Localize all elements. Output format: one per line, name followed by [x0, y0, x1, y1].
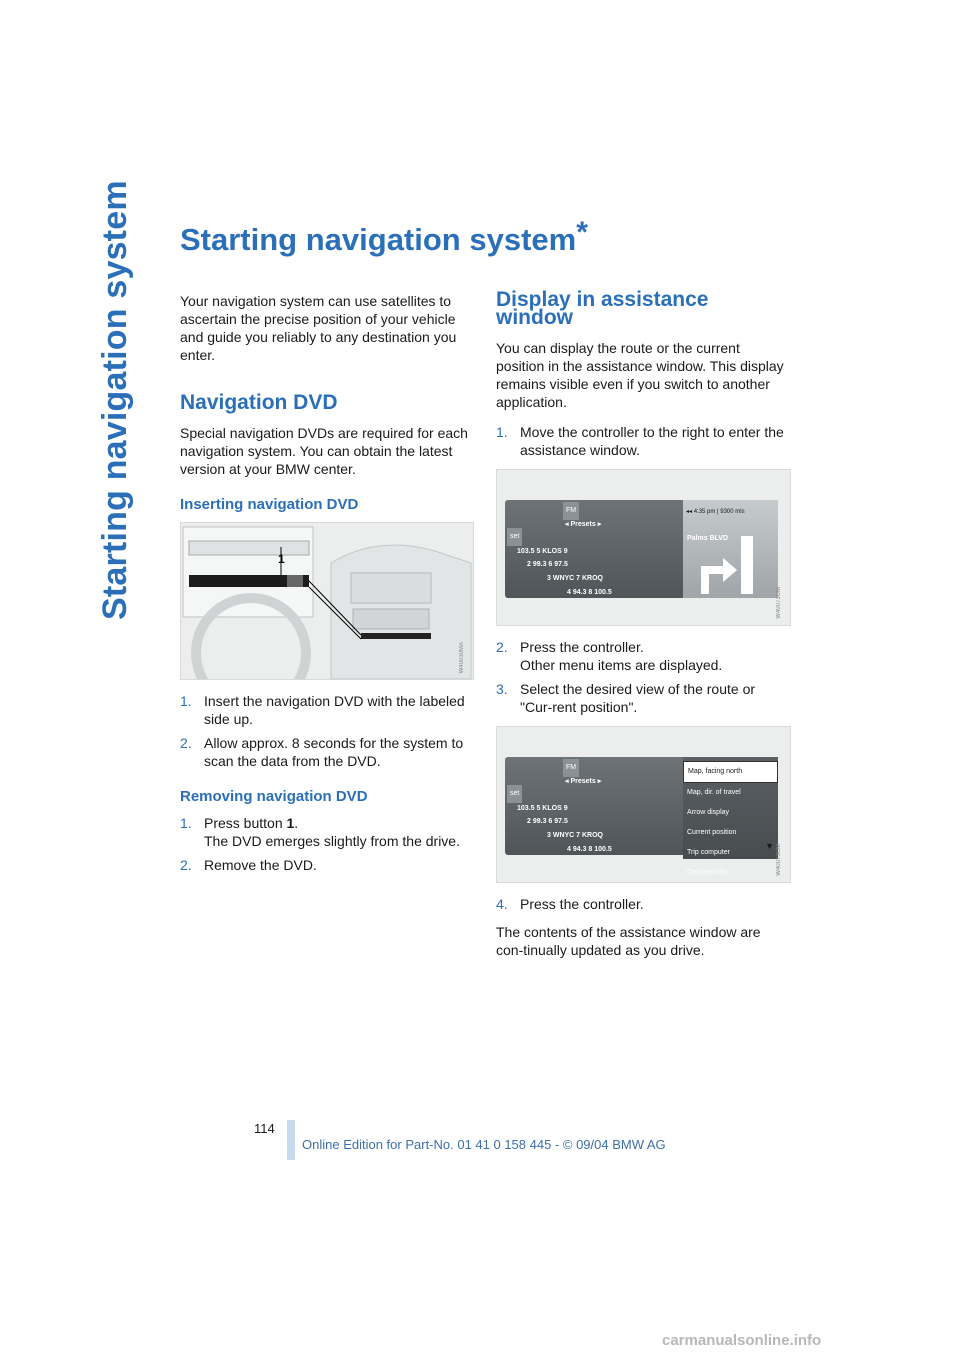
preset-row-4: 4 94.3 8 100.5 [567, 589, 612, 596]
menu-item-current-position: Current position [687, 829, 737, 836]
assistance-steps-a [496, 423, 791, 459]
assistance-step-4: 4. Press the controller. [496, 896, 644, 912]
menu-item-map-north: Map, facing north [683, 761, 778, 783]
set-button: set [507, 528, 522, 546]
status-line: ◂◂ 4:35 pm | 9300 mls [686, 509, 745, 515]
band-label: FM [563, 759, 579, 777]
assistance-window [683, 500, 778, 598]
dashboard-illustration [181, 523, 473, 679]
page-number: 114 [254, 1121, 275, 1136]
insert-step-2: 2. Allow approx. 8 seconds for the system to scan the data from the DVD. [180, 735, 464, 769]
preset-row-1: 103.5 5 KLOS 9 [517, 548, 568, 555]
assistance-steps-c [496, 895, 791, 913]
band-label: FM [563, 502, 579, 520]
assistance-intro: You can display the route or the current position in the assistance window. This display remains visible even if you switch to another application. [496, 340, 784, 410]
scroll-down-icon: ▼ [765, 841, 774, 851]
navigation-dvd-heading: Navigation DVD [180, 391, 338, 414]
presets-label: ◂ Presets ▸ [565, 521, 602, 528]
insert-step-1: 1. Insert the navigation DVD with the labeled side up. [180, 693, 465, 727]
insert-steps [180, 692, 470, 770]
preset-row-4: 4 94.3 8 100.5 [567, 846, 612, 853]
set-button: set [507, 785, 522, 803]
control-display-screen [505, 757, 778, 876]
assistance-screen-figure-2 [496, 726, 791, 883]
footer-bar [287, 1120, 295, 1160]
assistance-screen-figure-1 [496, 469, 791, 626]
figure-code: W40030MA [459, 641, 465, 673]
preset-row-2: 2 99.3 6 97.5 [527, 561, 568, 568]
assistance-step-1: 1. Move the controller to the right to enter the assistance window. [496, 424, 784, 458]
menu-item-arrow-display: Arrow display [687, 809, 730, 816]
menu-item-onboard-info: Onboard info [687, 869, 728, 876]
control-display-screen [505, 500, 778, 598]
side-tab: Starting navigation system [96, 180, 134, 620]
presets-label: ◂ Presets ▸ [565, 778, 602, 785]
turn-arrow-icon [683, 536, 778, 596]
assistance-heading: Display in assistance window [496, 288, 709, 329]
preset-row-1: 103.5 5 KLOS 9 [517, 805, 568, 812]
dashboard-dvd-figure [180, 522, 474, 680]
assistance-outro: The contents of the assistance window are con-tinually updated as you drive. [496, 924, 761, 958]
preset-row-2: 2 99.3 6 97.5 [527, 818, 568, 825]
page-title: Starting navigation system* [180, 216, 588, 257]
figure-code: W40073CM [776, 844, 782, 876]
menu-item-map-travel: Map, dir. of travel [687, 789, 741, 796]
assistance-menu [683, 757, 778, 876]
remove-step-1: 1. Press button 1. The DVD emerges slightly from the drive. [180, 815, 460, 849]
menu-item-trip-computer: Trip computer [687, 849, 730, 856]
inserting-heading: Inserting navigation DVD [180, 496, 359, 513]
assistance-step-2: 2. Press the controller. Other menu items are displayed. [496, 639, 723, 673]
preset-row-3: 3 WNYC 7 KROQ [547, 575, 604, 582]
navigation-dvd-paragraph: Special navigation DVDs are required for each navigation system. You can obtain the latest version at your BMW center. [180, 425, 468, 477]
figure-code: W40071CM [776, 587, 782, 619]
footer-text: Online Edition for Part-No. 01 41 0 158 445 - © 09/04 BMW AG [302, 1137, 666, 1152]
watermark: carmanualsonline.info [662, 1332, 822, 1349]
button-callout: 1 [278, 552, 285, 566]
intro-paragraph: Your navigation system can use satellites to ascertain the precise position of your vehicle and guide you reliably to any destination you enter. [180, 293, 457, 363]
preset-row-3: 3 WNYC 7 KROQ [547, 832, 604, 839]
right-column [496, 288, 791, 971]
removing-heading: Removing navigation DVD [180, 788, 368, 805]
left-column [180, 292, 470, 884]
street-name: Palms BLVD [687, 535, 729, 542]
assistance-steps-b [496, 638, 791, 716]
remove-steps [180, 814, 470, 874]
remove-step-2: 2. Remove the DVD. [180, 857, 317, 873]
optional-star: * [576, 216, 588, 249]
assistance-step-3: 3. Select the desired view of the route or "Cur-rent position". [496, 681, 756, 715]
